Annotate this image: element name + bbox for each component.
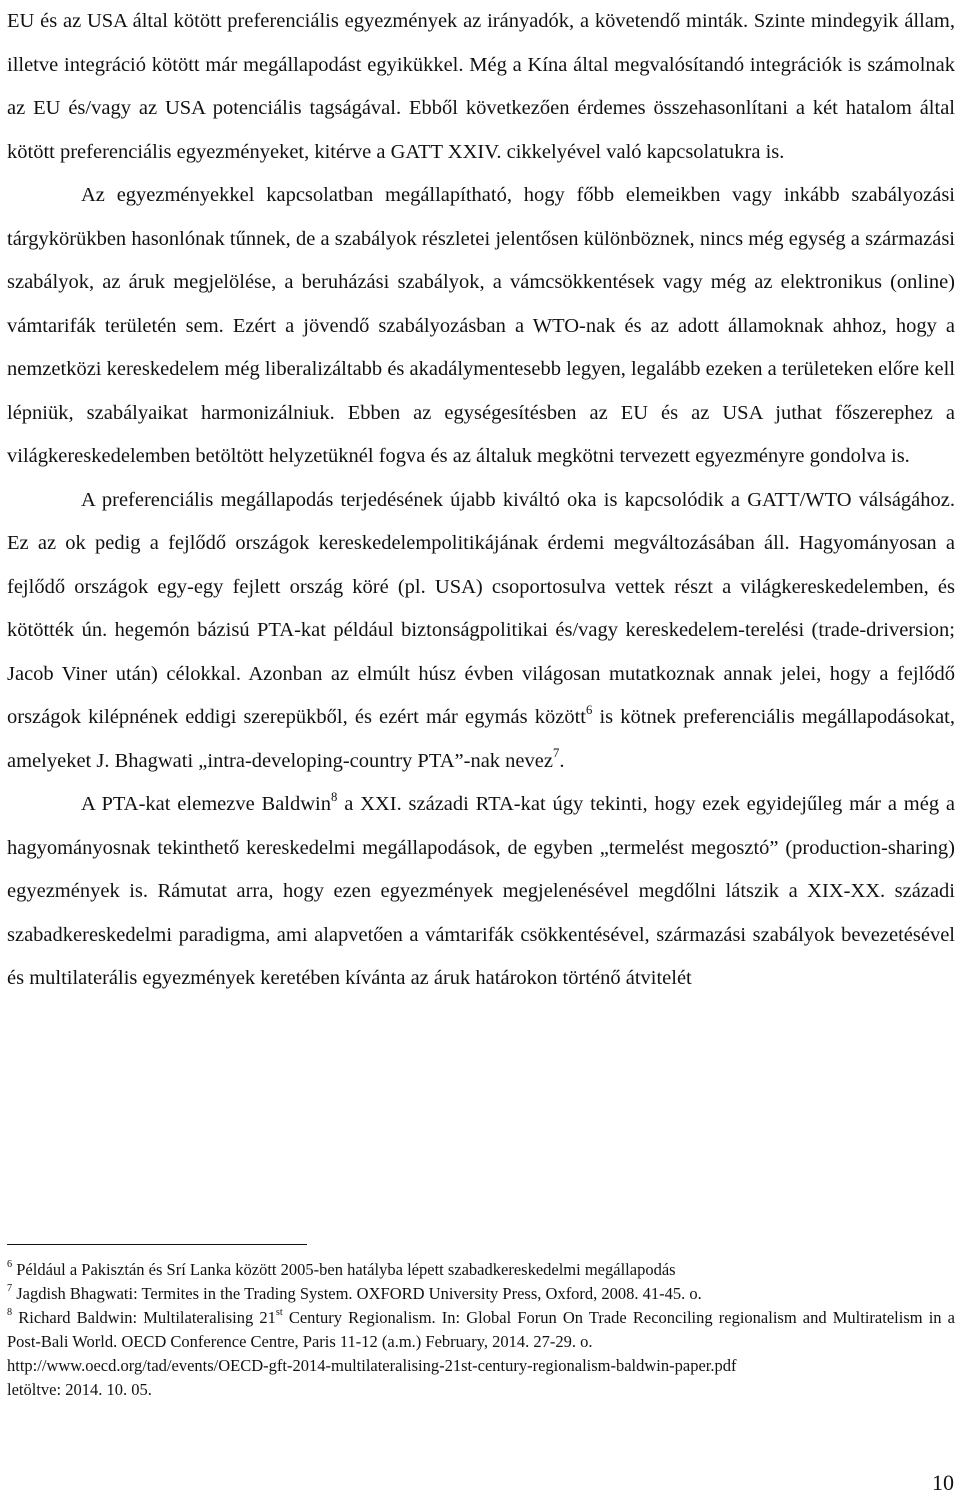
text-run: Richard Baldwin: Multilateralising 21 (12, 1308, 276, 1327)
text-run: A preferenciális megállapodás terjedésének újabb kiváltó oka is kapcsolódik a GATT/WTO válságához. Ez az ok pedig a fejlődő országok kereskedelempolitikájának érdemi megváltozásában áll. Hagyományosan a fejlődő országok egy-egy fejlett ország köré (pl. USA) csoportosulva vettek részt a világkereskedelemben, és kötötték ún. hegemón bázisú PTA-kat például biztonságpolitikai és/vagy kereskedelem-terelési (trade-driversion; Jacob Viner után) célokkal. Azonban az elmúlt húsz évben világosan mutatkoznak annak jelei, hogy a fejlődő országok kilépnének eddigi szerepükből, és ezért már egymás között (7, 488, 955, 728)
text-run: Például a Pakisztán és Srí Lanka között 2005-ben hatályba lépett szabadkereskedelmi megállapodás (12, 1260, 676, 1279)
paragraph (7, 0, 955, 174)
superscript-ref: 8 (331, 789, 338, 804)
footnote (7, 1282, 955, 1306)
footnotes-section (7, 1244, 955, 1402)
superscript-ref: 7 (552, 746, 560, 761)
text-run: letöltve: 2014. 10. 05. (7, 1380, 152, 1399)
footnote (7, 1378, 955, 1402)
text-run: Az egyezményekkel kapcsolatban megállapítható, hogy főbb elemeikben vagy inkább szabályozási tárgykörükben hasonlónak tűnnek, de a szabályok részletei jelentősen különböznek, nincs még egység a származási szabályok, az áruk megjelölése, a beruházási szabályok, a vámcsökkentések vagy még az elektronikus (online) vámtarifák területén sem. Ezért a jövendő szabályozásban a WTO-nak és az adott államoknak ahhoz, hogy a nemzetközi kereskedelem még liberalizáltabb és akadálymentesebb legyen, legalább ezeken a területeken előre kell lépniük, szabályaikat harmonizálniuk. Ebben az egységesítésben az EU és az USA juthat főszerephez a világkereskedelemben betöltött helyzetüknél fogva és az általuk megkötni tervezett egyezményre gondolva is. (7, 184, 955, 467)
text-run: . (559, 749, 565, 772)
paragraph (7, 783, 955, 1001)
superscript-ref: 7 (7, 1283, 13, 1295)
page-number: 10 (932, 1470, 954, 1495)
paragraph (7, 174, 955, 479)
paragraph (7, 479, 955, 784)
footnote (7, 1306, 955, 1354)
footnote-separator (7, 1244, 307, 1245)
text-run: a XXI. századi RTA-kat úgy tekinti, hogy ezek egyidejűleg már a még a hagyományosnak tekinthető kereskedelmi megállapodások, de egyben „termelést megosztó” (production-sharing) egyezmények is. Rámutat arra, hogy ezen egyezmények megjelenésével megdőlni látszik a XIX-XX. századi szabadkereskedelmi paradigma, ami alapvetően a vámtarifák csökkentésével, származási szabályok bevezetésével és multilaterális egyezmények keretében kívánta az áruk határokon történő átvitelét (7, 793, 956, 989)
superscript-ref: 8 (7, 1307, 13, 1319)
document-page (7, 0, 955, 1001)
text-run: is kötnek preferenciális megállapodásokat, amelyeket J. Bhagwati „intra-developing-country PTA”-nak nevez (7, 706, 956, 772)
text-run: EU és az USA által kötött preferenciális egyezmények az irányadók, a követendő minták. Szinte mindegyik állam, illetve integráció kötött már megállapodást egyikükkel. Még a Kína által megvalósítandó integrációk is számolnak az EU és/vagy az USA potenciális tagságával. Ebből következően érdemes összehasonlítani a két hatalom által kötött preferenciális egyezményeket, kitérve a GATT XXIV. cikkelyével való kapcsolatukra is. (7, 10, 955, 163)
superscript-ref: 6 (7, 1259, 13, 1271)
footnote (7, 1354, 955, 1378)
text-run: Century Regionalism. In: Global Forun On Trade Reconciling regionalism and Multiratelism in a Post-Bali World. OECD Conference Centre, Paris 11-12 (a.m.) February, 2014. 27-29. o. (7, 1308, 956, 1351)
body-text (7, 0, 955, 1001)
footnote (7, 1258, 955, 1282)
superscript-ref: 6 (586, 702, 593, 717)
footnote-list (7, 1258, 955, 1402)
text-run: A PTA-kat elemezve Baldwin (81, 793, 331, 815)
superscript-ref: st (275, 1307, 283, 1319)
text-run: Jagdish Bhagwati: Termites in the Trading System. OXFORD University Press, Oxford, 2008. 41-45. o. (12, 1284, 702, 1303)
text-run: http://www.oecd.org/tad/events/OECD-gft-2014-multilateralising-21st-century-regionalism-baldwin-paper.pdf (7, 1356, 737, 1375)
